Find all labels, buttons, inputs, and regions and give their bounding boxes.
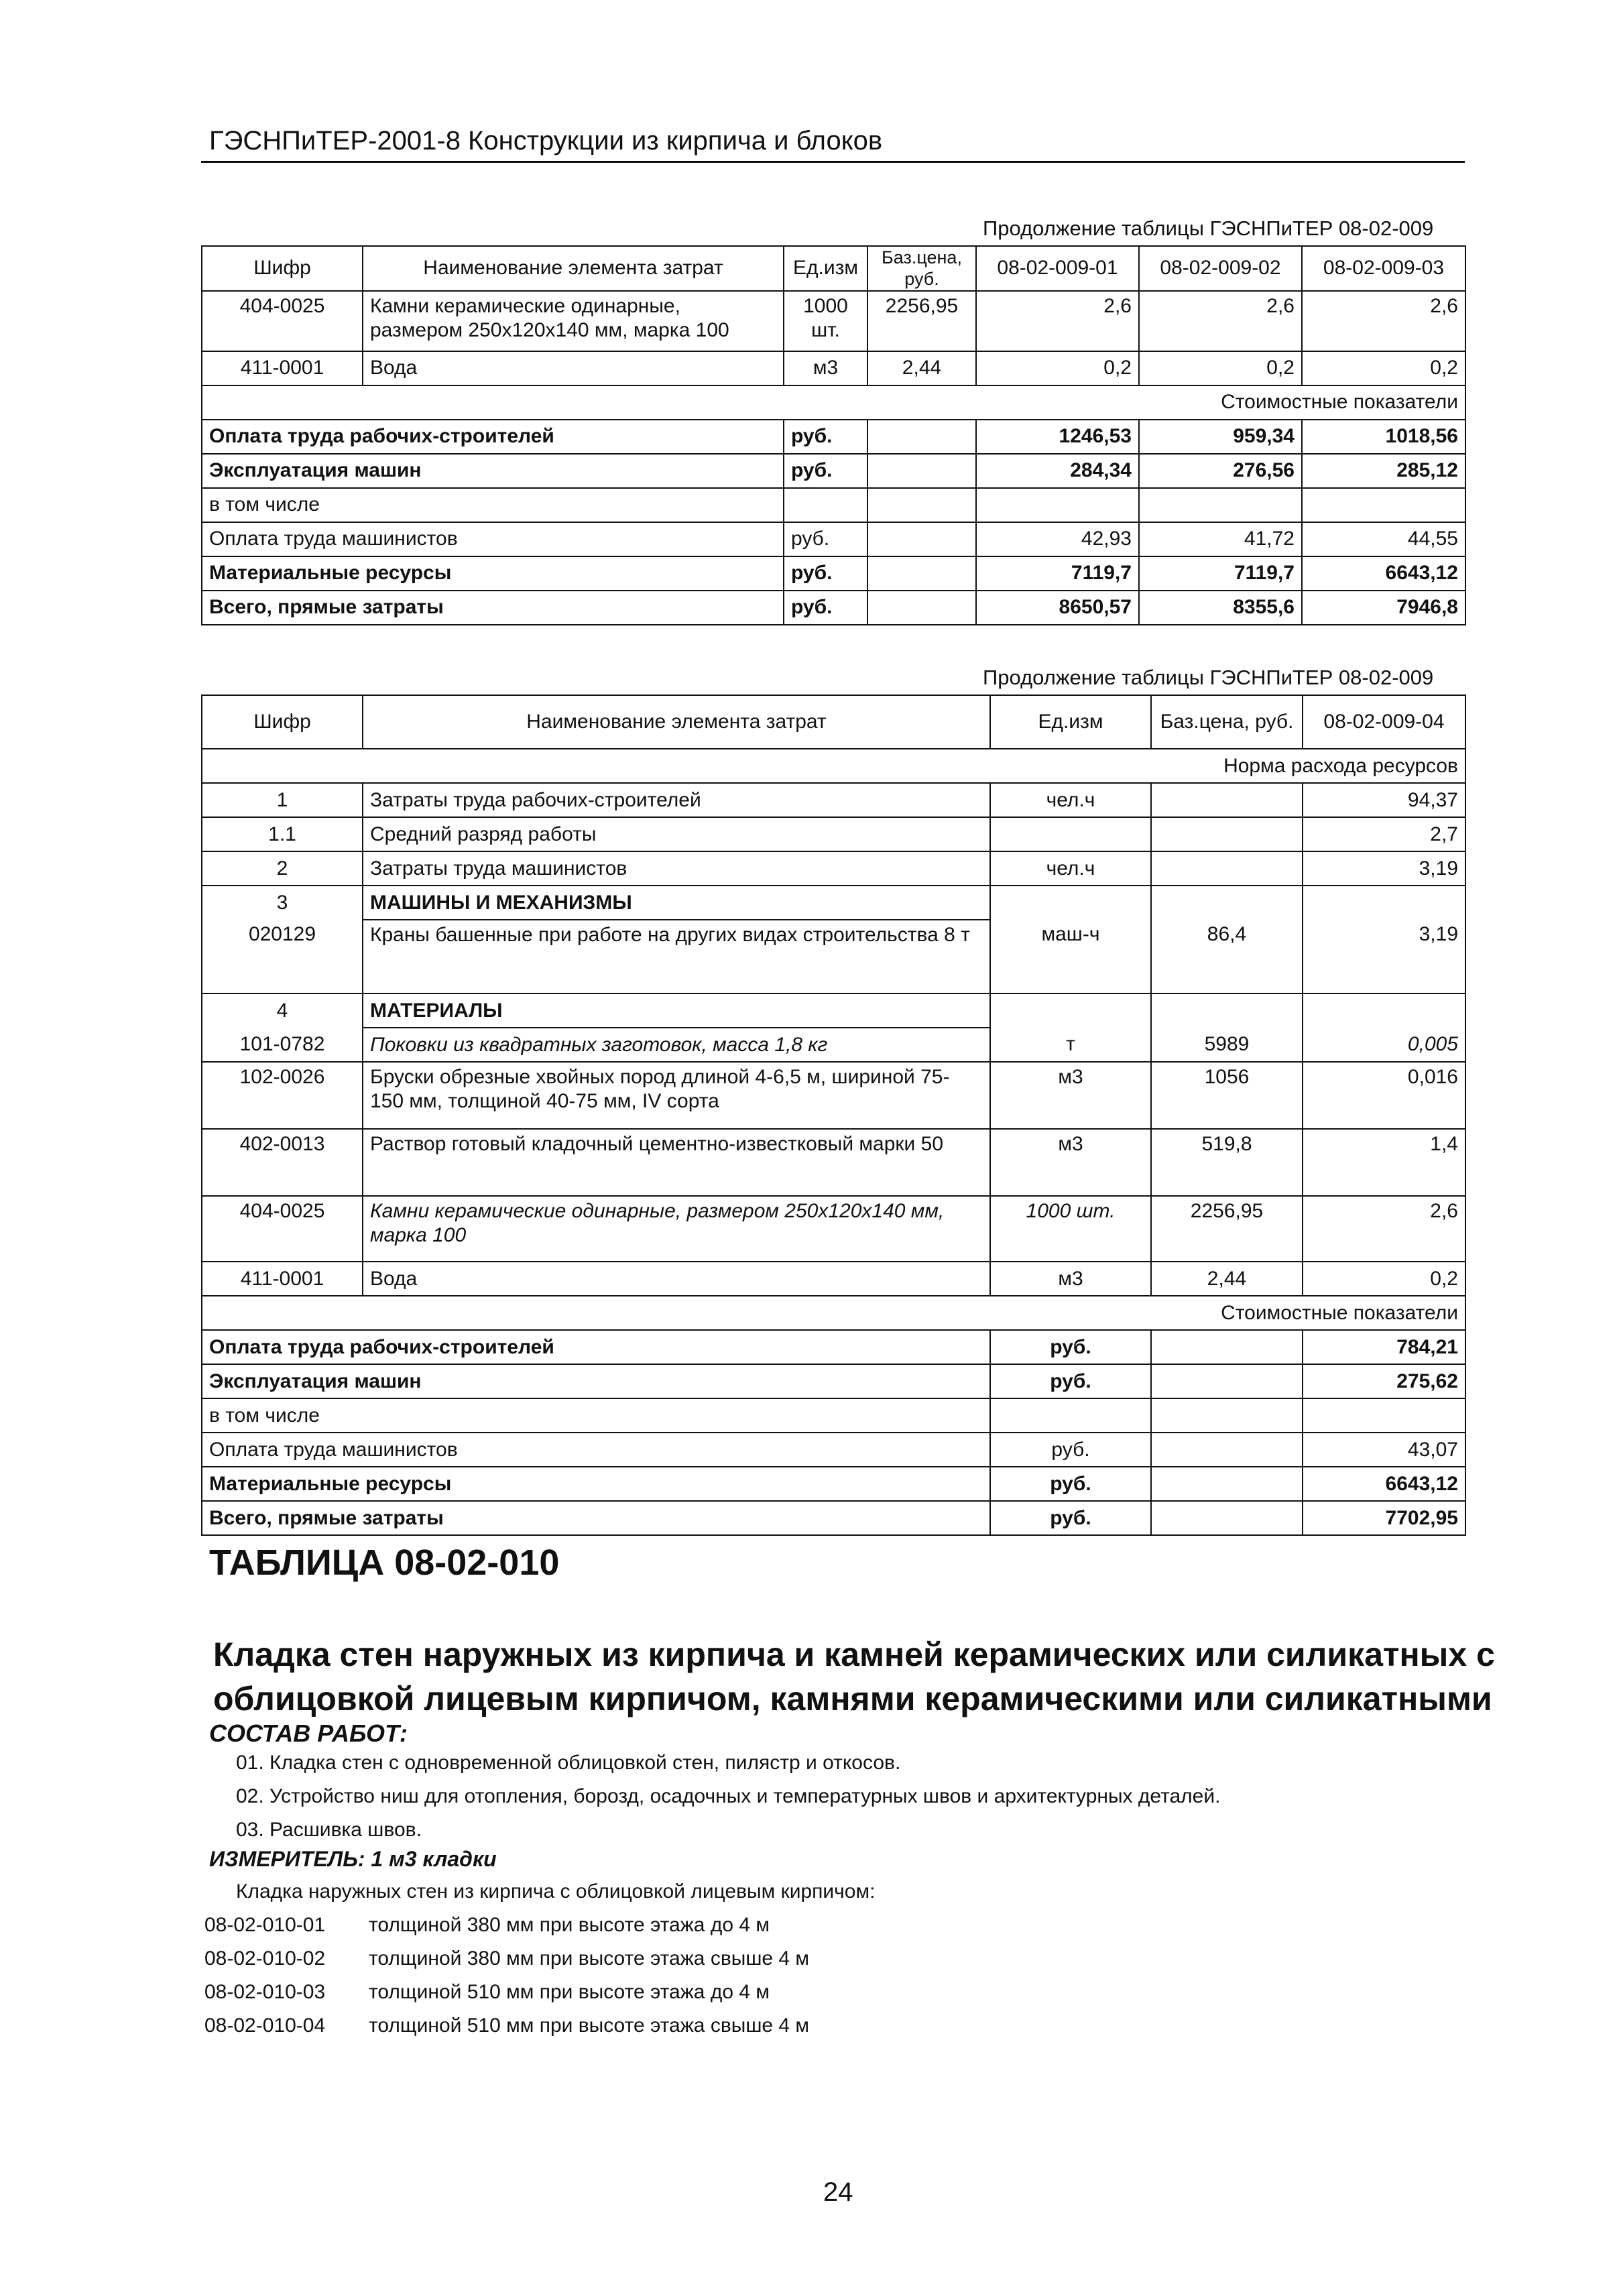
- value-cell: [1303, 993, 1465, 1028]
- value-cell: 0,2: [976, 351, 1139, 385]
- price-cell: 86,4: [1151, 920, 1303, 993]
- value-cell: [1303, 886, 1465, 920]
- unit-cell: 1000 шт.: [784, 291, 867, 351]
- price-cell: 519,8: [1151, 1129, 1303, 1196]
- table1: [201, 245, 1466, 625]
- code-cell: 102-0026: [202, 1062, 363, 1129]
- page-header-title: ГЭСНПиТЕР-2001-8 Конструкции из кирпича и блоков: [209, 126, 883, 156]
- item-code: 08-02-010-01: [204, 1914, 326, 1936]
- table1-header-cell: 08-02-009-01: [976, 246, 1139, 291]
- empty-cell: [867, 522, 976, 556]
- table1-header-cell: 08-02-009-03: [1302, 246, 1465, 291]
- empty-cell: [976, 488, 1139, 522]
- value-cell: 284,34: [976, 454, 1139, 488]
- unit-cell: [990, 993, 1151, 1028]
- unit-cell: т: [990, 1028, 1151, 1062]
- empty-cell: [1139, 488, 1302, 522]
- page-number: 24: [823, 2177, 853, 2207]
- unit-cell: [990, 886, 1151, 920]
- unit-cell: маш-ч: [990, 920, 1151, 993]
- name-cell: Камни керамические одинарные, размером 250х120х140 мм, марка 100: [363, 1196, 990, 1262]
- heading-line: облицовкой лицевым кирпичом, камнями керамическими или силикатными: [213, 1680, 1492, 1717]
- table-row: [202, 851, 1465, 886]
- price-cell: 2,44: [867, 351, 976, 385]
- work-item: 01. Кладка стен с одновременной облицовкой стен, пилястр и откосов.: [236, 1752, 901, 1774]
- value-cell: 3,19: [1303, 851, 1465, 886]
- name-cell: Поковки из квадратных заготовок, масса 1,8 кг: [363, 1028, 990, 1062]
- code-cell: 3: [202, 886, 363, 920]
- price-cell: 1056: [1151, 1062, 1303, 1129]
- table-row: [202, 1028, 1465, 1062]
- value-cell: 0,2: [1303, 1262, 1465, 1296]
- value-cell: 784,21: [1303, 1330, 1465, 1364]
- name-cell: Бруски обрезные хвойных пород длиной 4-6,5 м, шириной 75-150 мм, толщиной 40-75 мм, IV сорта: [363, 1062, 990, 1129]
- value-cell: 6643,12: [1302, 556, 1465, 591]
- cost-name: Всего, прямые затраты: [202, 1501, 990, 1535]
- cost-name: Всего, прямые затраты: [202, 591, 784, 625]
- table1-header-cell: Наименование элемента затрат: [363, 246, 784, 291]
- cost-unit: руб.: [784, 556, 867, 591]
- price-cell: 5989: [1151, 1028, 1303, 1062]
- unit-cell: м3: [990, 1262, 1151, 1296]
- unit-cell: [990, 817, 1151, 851]
- cost-row: [202, 1501, 1465, 1535]
- table1-header-cell: 08-02-009-02: [1139, 246, 1302, 291]
- empty-cell: [867, 454, 976, 488]
- cost-row: [202, 1433, 1465, 1467]
- name-cell: Раствор готовый кладочный цементно-известковый марки 50: [363, 1129, 990, 1196]
- price-cell: 2256,95: [867, 291, 976, 351]
- code-cell: 4: [202, 993, 363, 1028]
- table2: [201, 694, 1466, 1536]
- name-cell: Вода: [363, 1262, 990, 1296]
- section-heading: [213, 1632, 1495, 1721]
- cost-name: в том числе: [202, 488, 784, 522]
- cost-name: Оплата труда рабочих-строителей: [202, 420, 784, 454]
- cost-name: Эксплуатация машин: [202, 454, 784, 488]
- cost-name: Материальные ресурсы: [202, 1467, 990, 1501]
- price-cell: [1151, 993, 1303, 1028]
- measure-unit: ИЗМЕРИТЕЛЬ: 1 м3 кладки: [209, 1847, 497, 1871]
- value-cell: 2,6: [976, 291, 1139, 351]
- price-cell: [1151, 851, 1303, 886]
- value-cell: 959,34: [1139, 420, 1302, 454]
- section-heading: МАШИНЫ И МЕХАНИЗМЫ: [363, 886, 990, 920]
- cost-unit: руб.: [784, 522, 867, 556]
- cost-unit: руб.: [990, 1433, 1151, 1467]
- unit-cell: м3: [784, 351, 867, 385]
- table2-header-row: [202, 695, 1465, 749]
- table1-header-cell: Баз.цена, руб.: [867, 246, 976, 291]
- empty-cell: [867, 591, 976, 625]
- code-cell: 101-0782: [202, 1028, 363, 1062]
- cost-name: Материальные ресурсы: [202, 556, 784, 591]
- value-cell: 7119,7: [976, 556, 1139, 591]
- empty-cell: [1302, 488, 1465, 522]
- value-cell: 8355,6: [1139, 591, 1302, 625]
- value-cell: 43,07: [1303, 1433, 1465, 1467]
- cost-unit: руб.: [784, 591, 867, 625]
- price-cell: [1151, 783, 1303, 817]
- value-cell: 285,12: [1302, 454, 1465, 488]
- cost-row: [202, 1364, 1465, 1398]
- cost-name: Эксплуатация машин: [202, 1364, 990, 1398]
- cost-unit: руб.: [784, 454, 867, 488]
- code-cell: 020129: [202, 920, 363, 993]
- table-row: [202, 351, 1465, 385]
- value-cell: 1,4: [1303, 1129, 1465, 1196]
- cost-unit: руб.: [990, 1501, 1151, 1535]
- table2-header-cell: 08-02-009-04: [1303, 695, 1465, 749]
- table-row: [202, 886, 1465, 920]
- cost-name: Оплата труда рабочих-строителей: [202, 1330, 990, 1364]
- table-row: [202, 1196, 1465, 1262]
- value-cell: 0,016: [1303, 1062, 1465, 1129]
- norm-label: Норма расхода ресурсов: [202, 749, 1465, 783]
- empty-cell: [1303, 1398, 1465, 1433]
- value-cell: 6643,12: [1303, 1467, 1465, 1501]
- table2-header-cell: Наименование элемента затрат: [363, 695, 990, 749]
- price-cell: [1151, 886, 1303, 920]
- code-cell: 1: [202, 783, 363, 817]
- value-cell: 7702,95: [1303, 1501, 1465, 1535]
- table1-header-cell: Шифр: [202, 246, 363, 291]
- code-cell: 1.1: [202, 817, 363, 851]
- cost-name: Оплата труда машинистов: [202, 522, 784, 556]
- item-code: 08-02-010-04: [204, 2014, 326, 2037]
- empty-cell: [1151, 1330, 1303, 1364]
- empty-cell: [1151, 1364, 1303, 1398]
- code-cell: 2: [202, 851, 363, 886]
- table-row: [202, 291, 1465, 351]
- work-item: 03. Расшивка швов.: [236, 1819, 422, 1841]
- value-cell: 42,93: [976, 522, 1139, 556]
- empty-cell: [867, 488, 976, 522]
- value-cell: 7119,7: [1139, 556, 1302, 591]
- empty-cell: [1151, 1433, 1303, 1467]
- cost-row: [202, 420, 1465, 454]
- table2-header-cell: Ед.изм: [990, 695, 1151, 749]
- unit-cell: чел.ч: [990, 851, 1151, 886]
- empty-cell: [784, 488, 867, 522]
- value-cell: 2,7: [1303, 817, 1465, 851]
- code-cell: 402-0013: [202, 1129, 363, 1196]
- item-desc: толщиной 380 мм при высоте этажа свыше 4 м: [369, 1947, 810, 1970]
- table-row: [202, 1062, 1465, 1129]
- norm-label-row: [202, 749, 1465, 783]
- cost-row: [202, 556, 1465, 591]
- cost-unit: руб.: [990, 1467, 1151, 1501]
- name-cell: Краны башенные при работе на других видах строительства 8 т: [363, 920, 990, 993]
- value-cell: 276,56: [1139, 454, 1302, 488]
- value-cell: 1246,53: [976, 420, 1139, 454]
- cost-row: [202, 1467, 1465, 1501]
- unit-cell: м3: [990, 1062, 1151, 1129]
- name-cell: Камни керамические одинарные, размером 250х120х140 мм, марка 100: [363, 291, 784, 351]
- value-cell: 0,2: [1139, 351, 1302, 385]
- code-cell: 411-0001: [202, 351, 363, 385]
- cost-name: в том числе: [202, 1398, 990, 1433]
- table1-header-cell: Ед.изм: [784, 246, 867, 291]
- name-cell: Вода: [363, 351, 784, 385]
- table-title: ТАБЛИЦА 08-02-010: [209, 1543, 560, 1583]
- sostav-label: СОСТАВ РАБОТ:: [209, 1719, 408, 1747]
- value-cell: 41,72: [1139, 522, 1302, 556]
- table2-continuation: Продолжение таблицы ГЭСНПиТЕР 08-02-009: [983, 666, 1434, 689]
- cost-label: Стоимостные показатели: [202, 1296, 1465, 1330]
- code-cell: 404-0025: [202, 1196, 363, 1262]
- cost-label-row: [202, 1296, 1465, 1330]
- cost-row: [202, 488, 1465, 522]
- work-item: 02. Устройство ниш для отопления, борозд, осадочных и температурных швов и архитектурных деталей.: [236, 1785, 1221, 1807]
- cost-row: [202, 1398, 1465, 1433]
- price-cell: [1151, 817, 1303, 851]
- name-cell: Средний разряд работы: [363, 817, 990, 851]
- table2-header-cell: Баз.цена, руб.: [1151, 695, 1303, 749]
- value-cell: 3,19: [1303, 920, 1465, 993]
- cost-row: [202, 1330, 1465, 1364]
- header-rule: [201, 161, 1465, 163]
- cost-row: [202, 591, 1465, 625]
- cost-unit: руб.: [990, 1364, 1151, 1398]
- name-cell: Затраты труда рабочих-строителей: [363, 783, 990, 817]
- value-cell: 44,55: [1302, 522, 1465, 556]
- code-cell: 404-0025: [202, 291, 363, 351]
- cost-row: [202, 454, 1465, 488]
- table-row: [202, 1262, 1465, 1296]
- price-cell: 2256,95: [1151, 1196, 1303, 1262]
- empty-cell: [1151, 1398, 1303, 1433]
- value-cell: 8650,57: [976, 591, 1139, 625]
- table-row: [202, 993, 1465, 1028]
- item-desc: толщиной 510 мм при высоте этажа свыше 4 м: [369, 2014, 810, 2037]
- table-row: [202, 920, 1465, 993]
- name-cell: Затраты труда машинистов: [363, 851, 990, 886]
- item-code: 08-02-010-02: [204, 1947, 326, 1970]
- table-row: [202, 817, 1465, 851]
- value-cell: 275,62: [1303, 1364, 1465, 1398]
- value-cell: 2,6: [1302, 291, 1465, 351]
- unit-cell: м3: [990, 1129, 1151, 1196]
- value-cell: 0,2: [1302, 351, 1465, 385]
- value-cell: 0,005: [1303, 1028, 1465, 1062]
- price-cell: 2,44: [1151, 1262, 1303, 1296]
- value-cell: 94,37: [1303, 783, 1465, 817]
- value-cell: 2,6: [1139, 291, 1302, 351]
- cost-label: Стоимостные показатели: [202, 385, 1465, 420]
- empty-cell: [867, 556, 976, 591]
- table2-header-cell: Шифр: [202, 695, 363, 749]
- unit-cell: чел.ч: [990, 783, 1151, 817]
- value-cell: 7946,8: [1302, 591, 1465, 625]
- cost-row: [202, 522, 1465, 556]
- unit-cell: 1000 шт.: [990, 1196, 1151, 1262]
- item-desc: толщиной 510 мм при высоте этажа до 4 м: [369, 1981, 770, 2003]
- value-cell: 2,6: [1303, 1196, 1465, 1262]
- item-code: 08-02-010-03: [204, 1981, 326, 2003]
- empty-cell: [990, 1398, 1151, 1433]
- section-heading: МАТЕРИАЛЫ: [363, 993, 990, 1028]
- table1-header-row: [202, 246, 1465, 291]
- cost-name: Оплата труда машинистов: [202, 1433, 990, 1467]
- cost-unit: руб.: [784, 420, 867, 454]
- empty-cell: [867, 420, 976, 454]
- item-desc: толщиной 380 мм при высоте этажа до 4 м: [369, 1914, 770, 1936]
- heading-line: Кладка стен наружных из кирпича и камней керамических или силикатных с: [213, 1636, 1495, 1673]
- empty-cell: [1151, 1501, 1303, 1535]
- table1-continuation: Продолжение таблицы ГЭСНПиТЕР 08-02-009: [983, 217, 1434, 240]
- code-cell: 411-0001: [202, 1262, 363, 1296]
- empty-cell: [1151, 1467, 1303, 1501]
- value-cell: 1018,56: [1302, 420, 1465, 454]
- cost-unit: руб.: [990, 1330, 1151, 1364]
- cost-label-row: [202, 385, 1465, 420]
- table-row: [202, 1129, 1465, 1196]
- table-row: [202, 783, 1465, 817]
- intro-text: Кладка наружных стен из кирпича с облицовкой лицевым кирпичом:: [236, 1880, 876, 1902]
